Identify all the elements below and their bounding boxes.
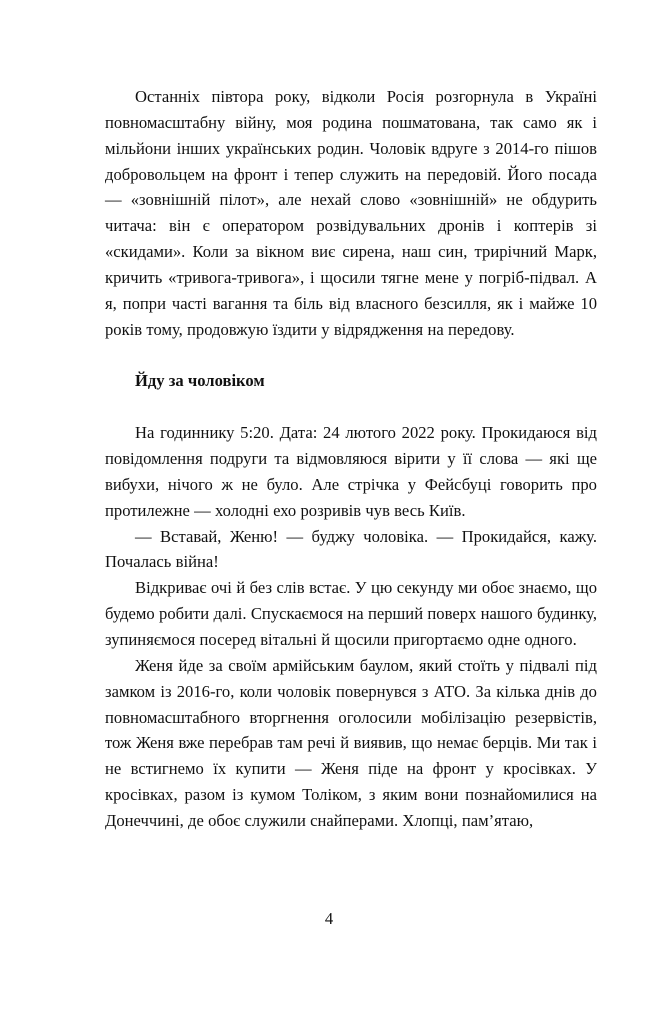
body-paragraph: Останніх півтора року, відколи Росія розгорнула в Україні повномасштабну війну, моя родина пошматована, так само як і мільйони інших українських родин. Чоловік вдруге з 2014-го пішов добровольцем на фронт і тепер служить на передовій. Його посада — «зовнішній пілот», але нехай слово «зовнішній» не обдурить читача: він є оператором розвідувальних дронів і коптерів зі «скидами». Коли за вікном виє сирена, наш син, трирічний Марк, кричить «тривога-тривога», і щосили тягне мене у погріб-підвал. А я, попри часті вагання та біль від власного безсилля, як і майже 10 років тому, продовжую їздити у відрядження на передову. [105,87,597,339]
dialogue-paragraph: — Вставай, Женю! — буджу чоловіка. — Прокидайся, кажу. Почалась війна! [105,526,597,572]
page-text-block [105,84,597,834]
section-paragraph: Відкриває очі й без слів встає. У цю секунду ми обоє знаємо, що будемо робити далі. Спускаємося на перший поверх нашого будинку, зупиняємося посеред вітальні й щосили пригортаємо одне одного. [105,578,597,650]
section-heading: Йду за чоловіком [135,370,265,390]
page-number: 4 [324,909,334,928]
section-paragraph: На годиннику 5:20. Дата: 24 лютого 2022 року. Прокидаюся від повідомлення подруги та відмовляюся вірити у її слова — які ще вибухи, нічого ж не було. Але стрічка у Фейсбуці говорить про протилежне — холодні ехо розривів чув весь Київ. [105,423,597,520]
heading-spacer-below [105,394,597,421]
section-paragraph: Женя йде за своїм армійським баулом, який стоїть у підвалі під замком із 2016-го, коли чоловік повернувся з АТО. За кілька днів до повномасштабного вторгнення оголосили мобілізацію резервістів, тож Женя вже перебрав там речі й виявив, що немає берців. Ми так і не встигнемо їх купити — Женя піде на фронт у кросівках. У кросівках, разом із кумом Толіком, з яким вони познайомилися на Донеччині, де обоє служили снайперами. Хлопці, пам’ятаю, [105,655,597,830]
heading-spacer-above [105,342,597,367]
